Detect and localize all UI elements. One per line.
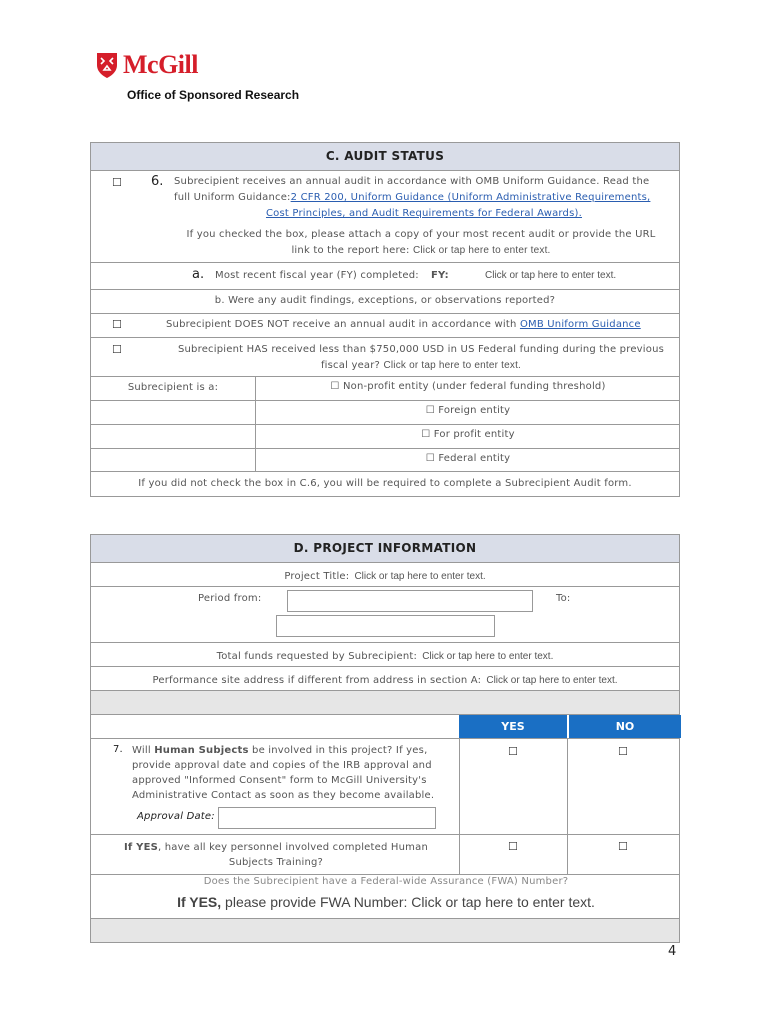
funding-threshold-row	[91, 337, 679, 376]
training-question	[101, 840, 451, 870]
total-funds-label: Total funds requested by Subrecipient:	[216, 651, 418, 662]
funding-threshold-text	[151, 342, 691, 374]
audit-form-note: If you did not check the box in C.6, you will be required to complete a Subrecipient Audit form.	[138, 478, 632, 489]
checkbox-foreign[interactable]: ☐	[425, 405, 435, 416]
checkbox-no-audit[interactable]: ☐	[112, 318, 122, 331]
entity-option-federal[interactable]	[255, 453, 681, 464]
audit-url-input[interactable]: Click or tap here to enter text.	[412, 245, 551, 256]
entity-type-row-3	[91, 424, 679, 448]
fwa-number-line	[91, 894, 681, 910]
funding-threshold-line2	[151, 358, 691, 374]
project-info-header	[91, 535, 679, 562]
fwa-question: Does the Subrecipient have a Federal-wide Assurance (FWA) Number?	[203, 876, 569, 887]
q7-bold: Human Subjects	[154, 745, 249, 756]
total-funds-row	[91, 642, 679, 666]
entity-type-row-4	[91, 448, 679, 471]
period-to-input[interactable]	[276, 615, 495, 637]
item6-note	[151, 227, 691, 259]
item6-line3	[174, 206, 674, 222]
entity-option-federal-label: Federal entity	[438, 453, 511, 464]
fiscal-year-input[interactable]: Click or tap here to enter text.	[485, 270, 617, 281]
cfr-link-continued[interactable]: Cost Principles, and Audit Requirements for Federal Awards).	[265, 208, 582, 219]
period-row	[91, 586, 679, 642]
entity-option-nonprofit[interactable]	[255, 381, 681, 392]
q7-line4: Administrative Contact as soon as they become available.	[132, 790, 435, 801]
training-row	[91, 834, 679, 874]
q7-pre: Will	[132, 745, 151, 756]
checkbox-forprofit[interactable]: ☐	[421, 429, 431, 440]
project-title-input[interactable]: Click or tap here to enter text.	[354, 571, 486, 582]
checkbox-nonprofit[interactable]: ☐	[330, 381, 340, 392]
yes-label: YES	[501, 720, 525, 733]
section-title: C. AUDIT STATUS	[325, 149, 445, 163]
performance-site-row	[91, 666, 679, 690]
checkbox-audit-receive[interactable]: ☐	[112, 176, 122, 189]
q7-line1	[132, 743, 452, 758]
checkbox-under-threshold[interactable]: ☐	[112, 343, 122, 356]
omb-guidance-link[interactable]: OMB Uniform Guidance	[519, 319, 641, 330]
yes-no-header-row	[91, 714, 679, 738]
mcgill-logo	[95, 50, 198, 80]
performance-site-label: Performance site address if different from address in section A:	[152, 675, 482, 686]
entity-option-foreign[interactable]	[255, 405, 681, 416]
checkbox-federal[interactable]: ☐	[425, 453, 435, 464]
project-title-label: Project Title:	[284, 571, 350, 582]
no-header	[568, 715, 681, 738]
training-rest: , have all key personnel involved completed Human	[158, 842, 428, 853]
project-information-section	[90, 534, 680, 943]
subrecipient-type-label: Subrecipient is a:	[127, 382, 219, 393]
blank-grey-row	[91, 690, 679, 714]
audit-status-header	[91, 143, 679, 170]
q7-line3: approved "Informed Consent" form to McGill University's	[132, 775, 427, 786]
audit-footer-note	[91, 471, 679, 496]
q7-number: 7.	[113, 744, 123, 755]
performance-site-input[interactable]: Click or tap here to enter text.	[486, 675, 618, 686]
checkbox-human-subjects-yes[interactable]: ☐	[508, 745, 518, 758]
period-to-label: To:	[556, 593, 571, 604]
office-name: Office of Sponsored Research	[127, 88, 300, 102]
q7-text	[132, 743, 452, 803]
fiscal-year-label: Most recent fiscal year (FY) completed:	[215, 270, 419, 281]
cfr-link[interactable]: 2 CFR 200, Uniform Guidance (Uniform Administrative Requirements,	[290, 192, 651, 203]
entity-option-forprofit-label: For profit entity	[433, 429, 515, 440]
yes-header	[459, 715, 567, 738]
fwa-row	[91, 874, 679, 918]
no-audit-text	[166, 319, 641, 330]
entity-option-foreign-label: Foreign entity	[438, 405, 511, 416]
item-a-label: a.	[192, 267, 205, 282]
funding-threshold-line1: Subrecipient HAS received less than $750,000 USD in US Federal funding during the previous	[177, 344, 665, 355]
item6-note-line1: If you checked the box, please attach a copy of your most recent audit or provide the URL	[186, 229, 656, 240]
audit-item-6	[91, 170, 679, 262]
item6-line1: Subrecipient receives an annual audit in accordance with OMB Uniform Guidance. Read the	[174, 176, 650, 187]
fy-label: FY:	[431, 270, 449, 281]
human-subjects-row	[91, 738, 679, 834]
period-from-input[interactable]	[287, 590, 533, 612]
entity-option-nonprofit-label: Non-profit entity (under federal funding threshold)	[342, 381, 606, 392]
prior-year-funding-input[interactable]: Click or tap here to enter text.	[383, 360, 522, 371]
fwa-bold: If YES,	[177, 894, 222, 910]
total-funds-input[interactable]: Click or tap here to enter text.	[422, 651, 554, 662]
fwa-number-input[interactable]: Click or tap here to enter text.	[411, 894, 595, 910]
approval-date-input[interactable]	[218, 807, 436, 829]
period-from-label: Period from:	[198, 593, 262, 604]
checkbox-training-yes[interactable]: ☐	[508, 840, 518, 853]
training-bold: If YES	[123, 842, 159, 853]
training-line1	[101, 840, 451, 855]
item6-note-label: link to the report here:	[291, 245, 410, 256]
no-audit-label: Subrecipient DOES NOT receive an annual audit in accordance with	[166, 319, 517, 330]
item6-note-line2	[151, 243, 691, 259]
no-label: NO	[615, 720, 635, 733]
checkbox-human-subjects-no[interactable]: ☐	[618, 745, 628, 758]
page-number: 4	[668, 944, 677, 959]
blank-grey-footer-row	[91, 918, 679, 942]
item6-line2-label: full Uniform Guidance:	[174, 192, 291, 203]
approval-date-label: Approval Date:	[137, 811, 215, 822]
funding-threshold-label: fiscal year?	[320, 360, 381, 371]
audit-findings-question: b. Were any audit findings, exceptions, or observations reported?	[214, 295, 556, 306]
item-number: 6.	[151, 174, 164, 189]
q7-line2: provide approval date and copies of the IRB approval and	[132, 760, 432, 771]
fwa-label: please provide FWA Number:	[225, 894, 408, 910]
section-title: D. PROJECT INFORMATION	[293, 541, 477, 555]
q7-rest: be involved in this project? If yes,	[252, 745, 428, 756]
project-title-row	[91, 562, 679, 586]
audit-status-section	[90, 142, 680, 497]
entity-type-row-1	[91, 376, 679, 400]
checkbox-training-no[interactable]: ☐	[618, 840, 628, 853]
item6-text	[174, 174, 674, 222]
crest-icon	[95, 51, 119, 79]
entity-option-forprofit[interactable]	[255, 429, 681, 440]
training-line2: Subjects Training?	[228, 857, 324, 868]
fiscal-year-row	[91, 262, 679, 289]
entity-type-row-2	[91, 400, 679, 424]
no-audit-row	[91, 313, 679, 337]
audit-findings-row	[91, 289, 679, 313]
org-name: McGill	[123, 50, 198, 79]
item6-line2	[174, 190, 674, 206]
